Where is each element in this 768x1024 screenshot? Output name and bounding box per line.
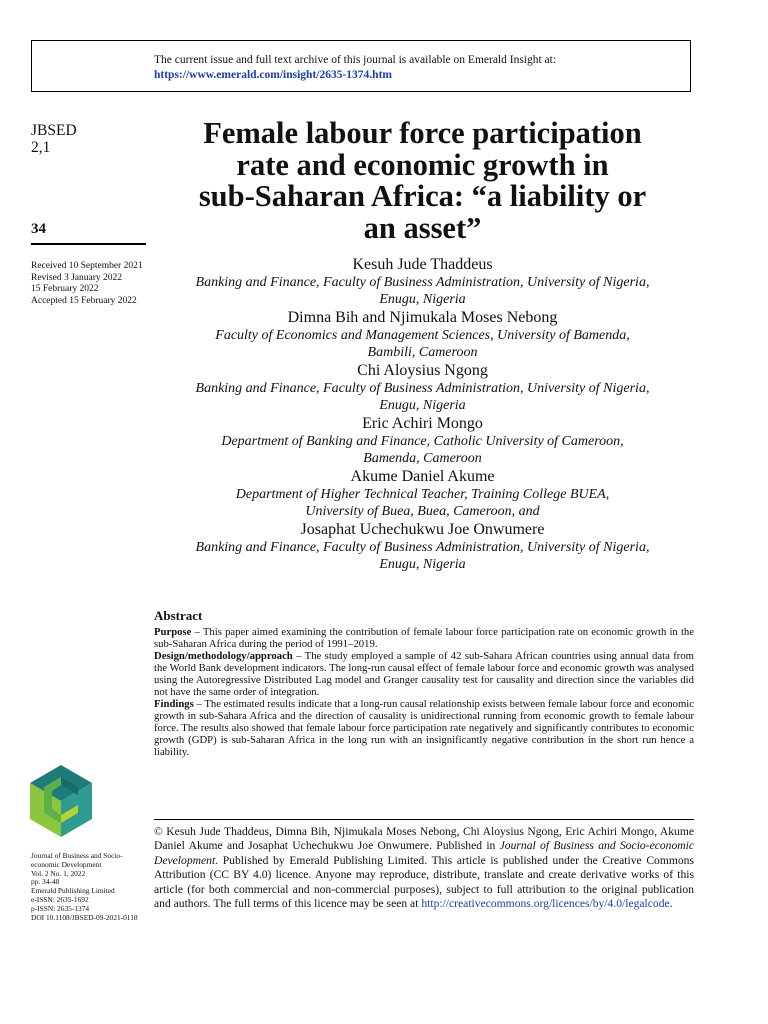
journal-info — [31, 852, 146, 922]
journal-info-line: economic Development — [31, 859, 102, 869]
revised-date-2: 15 February 2022 — [31, 284, 99, 294]
title-line: an asset” — [363, 210, 482, 245]
author-affiliation — [150, 327, 695, 361]
page-number: 34 — [31, 221, 46, 237]
affiliation-line: Banking and Finance, Faculty of Business Administration, University of Nigeria, — [195, 540, 650, 555]
journal-info-line: Emerald Publishing Limited — [31, 886, 115, 896]
journal-code — [31, 122, 77, 156]
design-text: – The study employed a sample of 42 sub-Sahara African countries using annual data from the World Bank development indicators. The long-run causal effect of female labour force and economic growth was analysed using the Autoregressive Distributed Lag model and Granger causality test for causality and direction since the variables did not have the same order of integration. — [154, 650, 694, 698]
affiliation-line: Faculty of Economics and Management Sciences, University of Bamenda, — [215, 328, 630, 343]
divider — [31, 243, 146, 245]
author-affiliation — [150, 539, 695, 573]
affiliation-line: Bamenda, Cameroon — [363, 451, 482, 466]
author-name: Akume Daniel Akume — [350, 468, 495, 485]
article-title — [150, 118, 695, 244]
findings-label: Findings — [154, 698, 194, 710]
divider — [154, 819, 694, 820]
journal-name: Journal of Business and Socio-economic Development — [154, 839, 694, 867]
article-dates — [31, 261, 143, 307]
author-affiliation — [150, 274, 695, 308]
journal-url-link[interactable]: https://www.emerald.com/insight/2635-1374.htm — [154, 69, 392, 81]
affiliation-line: University of Buea, Buea, Cameroon, and — [305, 504, 540, 519]
affiliation-line: Enugu, Nigeria — [379, 398, 466, 413]
journal-info-line: Journal of Business and Socio- — [31, 851, 123, 860]
purpose-label: Purpose — [154, 626, 192, 638]
notice-text: The current issue and full text archive of this journal is available on Emerald Insight at: — [154, 54, 557, 66]
abstract-purpose — [154, 626, 694, 650]
abstract-design — [154, 650, 694, 698]
revised-date: Revised 3 January 2022 — [31, 272, 123, 283]
license-link[interactable]: http://creativecommons.org/licences/by/4.0/legalcode — [421, 897, 670, 911]
findings-text: – The estimated results indicate that a long-run causal relationship exists between female labour force and economic growth in sub-Sahara Africa and the direction of causality is unidirectional running from economic growth to female labour force. The results also showed that female labour force participation rate negatively and significantly contributes to economic growth (GDP) is sub-Saharan Africa in the long run with an insignificantly negative contribution in the short run hence a liability. — [154, 698, 694, 758]
journal-info-line: DOI 10.1108/JBSED-09-2021-0118 — [31, 912, 138, 922]
journal-info-line: pp. 34-48 — [31, 877, 60, 887]
copyright-notice — [154, 825, 694, 911]
abstract-findings — [154, 698, 694, 758]
copyright-text: . — [669, 897, 673, 911]
author-name: Eric Achiri Mongo — [362, 415, 483, 432]
journal-notice-box — [31, 40, 691, 92]
affiliation-line: Banking and Finance, Faculty of Business Administration, University of Nigeria, — [195, 381, 650, 396]
affiliation-line: Bambili, Cameroon — [367, 345, 478, 360]
author-name: Dimna Bih and Njimukala Moses Nebong — [287, 309, 558, 326]
affiliation-line: Department of Higher Technical Teacher, Training College BUEA, — [235, 487, 610, 502]
accepted-date: Accepted 15 February 2022 — [31, 295, 137, 306]
author-name: Kesuh Jude Thaddeus — [352, 256, 493, 273]
purpose-text: – This paper aimed examining the contribution of female labour force participation rate on economic growth in the sub-Saharan Africa during the period of 1991–2019. — [154, 626, 694, 650]
author-list — [150, 255, 695, 573]
journal-info-line: p-ISSN: 2635-1374 — [31, 903, 90, 913]
title-line: sub-Saharan Africa: “a liability or — [198, 179, 647, 213]
volume-issue: 2,1 — [31, 139, 51, 156]
abstract-heading: Abstract — [154, 608, 203, 623]
affiliation-line: Department of Banking and Finance, Catholic University of Cameroon, — [221, 434, 624, 449]
author-affiliation — [150, 380, 695, 414]
author-name: Josaphat Uchechukwu Joe Onwumere — [300, 521, 545, 538]
journal-logo-icon — [30, 765, 92, 837]
author-affiliation — [150, 433, 695, 467]
title-line: rate and economic growth in — [236, 147, 609, 182]
copyright-text: © Kesuh Jude Thaddeus, Dimna Bih, Njimukala Moses Nebong, Chi Aloysius Ngong, Eric Achiri Mongo, Akume Daniel Akume and Josaphat Uchechukwu Joe Onwumere. Published in — [154, 825, 694, 853]
affiliation-line: Enugu, Nigeria — [379, 292, 466, 307]
abstract-section — [154, 610, 694, 758]
affiliation-line: Banking and Finance, Faculty of Business Administration, University of Nigeria, — [195, 275, 650, 290]
journal-info-line: Vol. 2 No. 1, 2022 — [31, 868, 86, 878]
affiliation-line: Enugu, Nigeria — [379, 557, 466, 572]
design-label: Design/methodology/approach — [154, 650, 293, 662]
author-affiliation — [150, 486, 695, 520]
journal-notice — [154, 53, 556, 83]
received-date: Received 10 September 2021 — [31, 261, 143, 271]
title-line: Female labour force participation — [203, 116, 642, 150]
copyright-text: . Published by Emerald Publishing Limited. This article is published under the Creative Commons Attribution (CC BY 4.0) licence. Anyone may reproduce, distribute, translate and create derivative works of this article (for both commercial and non-commercial purposes), subject to full attribution to the original publication and authors. The full terms of this licence may be seen at — [154, 853, 694, 911]
author-name: Chi Aloysius Ngong — [357, 362, 488, 379]
journal-info-line: e-ISSN: 2635-1692 — [31, 894, 89, 904]
journal-abbrev: JBSED — [31, 122, 77, 139]
